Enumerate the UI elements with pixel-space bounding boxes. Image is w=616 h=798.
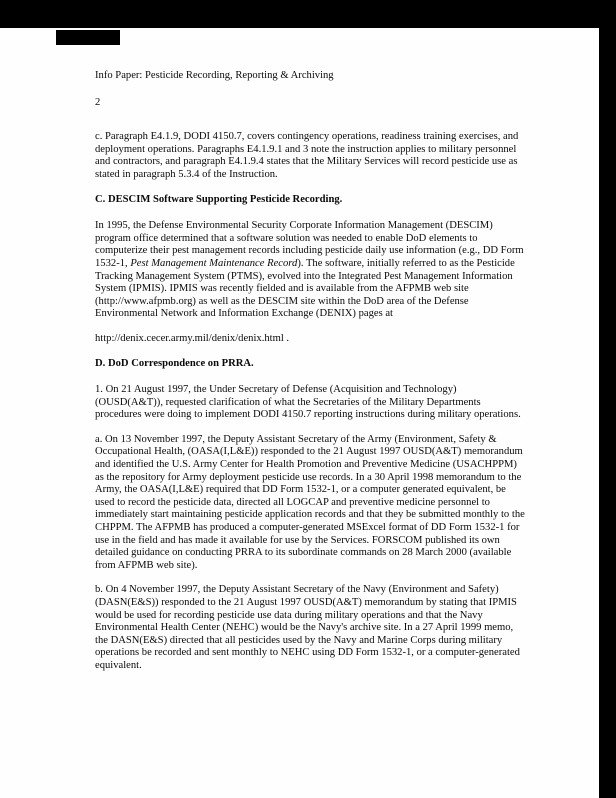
scan-artifact-mark <box>56 30 120 45</box>
italic-text: Pest Management Maintenance Record <box>130 257 298 269</box>
text-segment: c. Paragraph E4.1.9, DODI 4150.7, covers contingency operations, readiness training exercises, and deployment operations. Paragraphs E4.1.9.1 and 3 note the instruction applies to military personnel and contractors, and paragraph E4.1.9.4 states that the Military Services will record pesticide use as stated in paragraph 5.3.4 of the Instruction. <box>95 131 519 180</box>
text-segment: In 1995, the Defense Environmental Security Corporate Information Management (DESCIM) program office determined that a software solution was needed to enable DoD elements to computerize their pest management records including pesticide daily use information (e.g., DD Form 1532-1, <box>95 220 524 269</box>
scan-artifact-top-bar <box>0 0 616 28</box>
page-number: 2 <box>95 96 101 108</box>
document-title: Info Paper: Pesticide Recording, Reporting & Archiving <box>95 70 334 81</box>
paragraph <box>95 333 525 346</box>
text-segment: 1. On 21 August 1997, the Under Secretary of Defense (Acquisition and Technology) (OUSD(A&T)), requested clarification of what the Secretaries of the Military Departments procedures were doing to implement DODI 4150.7 reporting instructions during military operations. <box>95 384 521 421</box>
document-content <box>95 70 525 685</box>
text-segment: b. On 4 November 1997, the Deputy Assistant Secretary of the Navy (Environment and Safety) (DASN(E&S)) responded to the 21 August 1997 OUSD(A&T) memorandum by stating that IPMIS would be used for recording pesticide use data during military operations and that the Navy Environmental Health Center (NEHC) would be the Navy's archive site. In a 27 April 1999 memo, the DASN(E&S) directed that all pesticides used by the Navy and Marine Corps during military operations be recorded and sent monthly to NEHC using DD Form 1532-1, or a computer-generated equivalent. <box>95 584 520 671</box>
paragraph <box>95 384 525 422</box>
text-segment: a. On 13 November 1997, the Deputy Assistant Secretary of the Army (Environment, Safety & Occupational Health, (OASA(I,L&E)) responded to the 21 August 1997 OUSD(A&T) memorandum and identified the U.S. Army Center for Health Promotion and Preventive Medicine (USACHPPM) as the repository for Army deployment pesticide use records. In a 30 April 1998 memorandum to the Army, the OASA(I,L&E) required that DD Form 1532-1, or a computer generated equivalent, be used to record the pesticide data, directed all LOGCAP and preventive medicine personnel to immediately start maintaining pesticide application records and that they be submitted monthly to the CHPPM. The AFPMB has produced a computer-generated MSExcel format of DD Form 1532-1 for use in the field and has made it available for use by the Services. FORSCOM published its own detailed guidance on conducting PRRA to its subordinate commands on 28 March 2000 (available from AFPMB web site). <box>95 433 525 571</box>
document-body <box>95 131 525 672</box>
paragraph <box>95 131 525 181</box>
paragraph <box>95 584 525 672</box>
text-segment: C. DESCIM Software Supporting Pesticide Recording. <box>95 193 343 205</box>
text-segment: http://denix.cecer.army.mil/denix/denix.html . <box>95 332 290 344</box>
paragraph <box>95 220 525 321</box>
text-segment: D. DoD Correspondence on PRRA. <box>95 357 254 369</box>
section-heading <box>95 358 525 371</box>
scan-artifact-right-bar <box>599 0 616 798</box>
section-heading <box>95 194 525 207</box>
text-segment: ). The software, initially referred to as the Pesticide Tracking Management System (PTMS), evolved into the Integrated Pest Management Information System (IPMIS). IPMIS was recently fielded and is available from the AFPMB web site (http://www.afpmb.org) as well as the DESCIM site within the DoD area of the Defense Environmental Network and Information Exchange (DENIX) pages at <box>95 257 515 320</box>
paragraph <box>95 434 525 573</box>
